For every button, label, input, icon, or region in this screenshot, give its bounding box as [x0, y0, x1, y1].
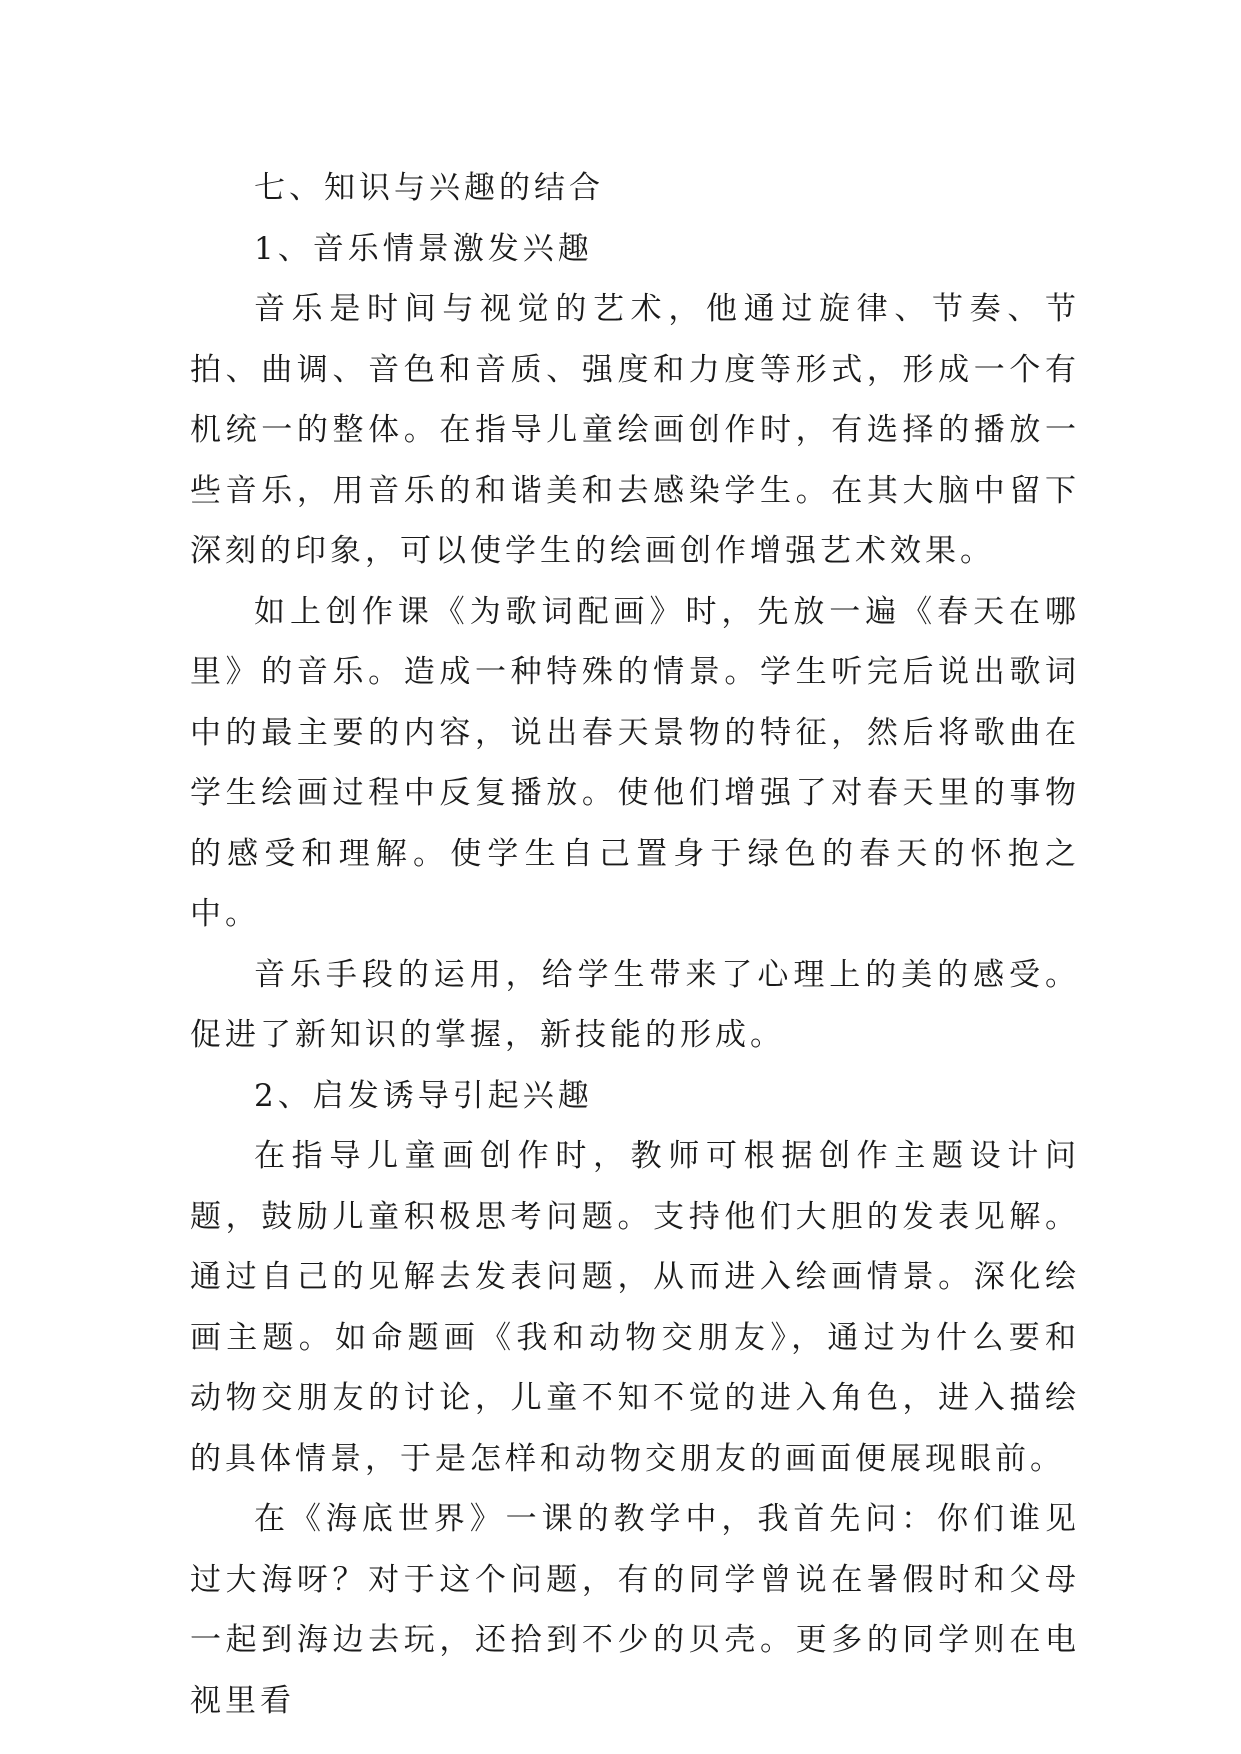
body-paragraph: 音乐手段的运用，给学生带来了心理上的美的感受。促进了新知识的掌握，新技能的形成。	[190, 956, 1080, 1053]
body-paragraph: 在指导儿童画创作时，教师可根据创作主题设计问题，鼓励儿童积极思考问题。支持他们大胆的发表见解。通过自己的见解去发表问题，从而进入绘画情景。深化绘画主题。如命题画《我和动物交朋友》，通过为什么要和动物交朋友的讨论，儿童不知不觉的进入角色，进入描绘的具体情景，于是怎样和动物交朋友的画面便展现眼前。	[190, 1138, 1080, 1477]
section-heading: 七、知识与兴趣的结合	[254, 170, 604, 206]
body-paragraph: 音乐是时间与视觉的艺术，他通过旋律、节奏、节拍、曲调、音色和音质、强度和力度等形式，形成一个有机统一的整体。在指导儿童绘画创作时，有选择的播放一些音乐，用音乐的和谐美和去感染学生。在其大脑中留下深刻的印象，可以使学生的绘画创作增强艺术效果。	[190, 291, 1080, 569]
document-body	[190, 158, 1080, 1731]
subsection-heading: 2、启发诱导引起兴趣	[254, 1077, 593, 1114]
body-paragraph: 如上创作课《为歌词配画》时，先放一遍《春天在哪里》的音乐。造成一种特殊的情景。学生听完后说出歌词中的最主要的内容，说出春天景物的特征，然后将歌曲在学生绘画过程中反复播放。使他们增强了对春天里的事物的感受和理解。使学生自己置身于绿色的春天的怀抱之中。	[190, 593, 1080, 932]
subsection-heading: 1、音乐情景激发兴趣	[254, 230, 593, 267]
body-paragraph: 在《海底世界》一课的教学中，我首先问：你们谁见过大海呀？对于这个问题，有的同学曾说在暑假时和父母一起到海边去玩，还拾到不少的贝壳。更多的同学则在电视里看	[190, 1501, 1080, 1719]
